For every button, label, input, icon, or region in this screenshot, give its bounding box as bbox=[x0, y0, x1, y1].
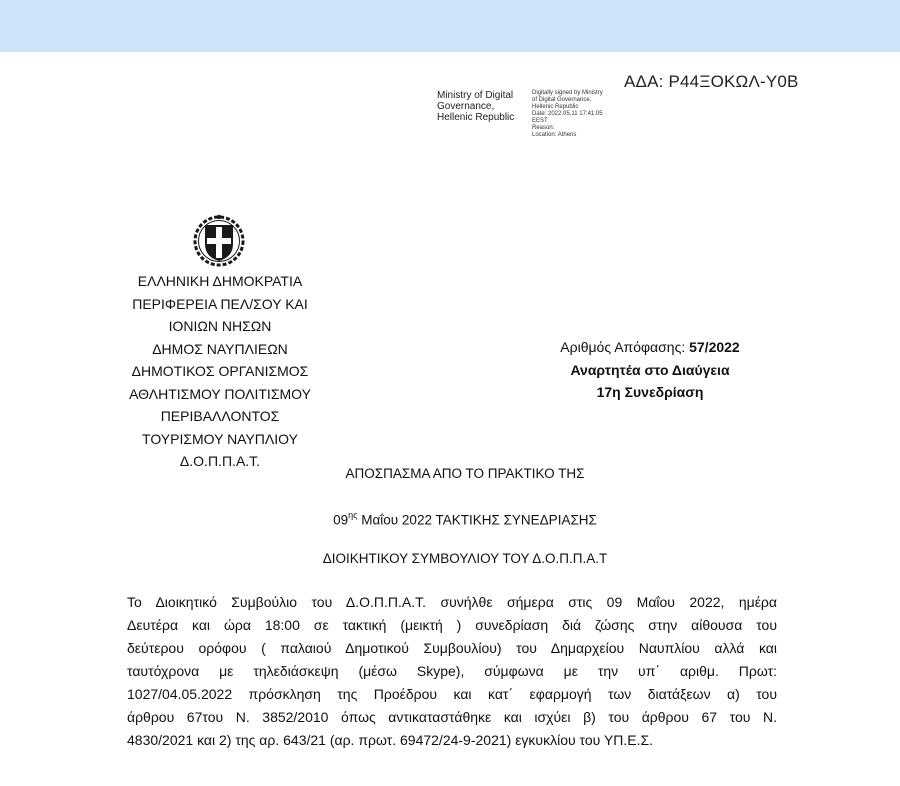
session-date-rest: Μαΐου 2022 ΤΑΚΤΙΚΗΣ ΣΥΝΕΔΡΙΑΣΗΣ bbox=[357, 512, 597, 528]
decision-info bbox=[520, 336, 780, 404]
decision-number-value: 57/2022 bbox=[689, 339, 740, 355]
body-line: δεύτερου ορόφου ( παλαιού Δημοτικού Συμβουλίου) του Δημαρχείου Ναυπλίου αλλά και bbox=[127, 640, 777, 656]
org-line: ΑΘΛΗΤΙΣΜΟΥ ΠΟΛΙΤΙΣΜΟΥ bbox=[129, 385, 311, 402]
signature-organization bbox=[437, 90, 529, 123]
body-line: ταυτόχρονα με τηλεδιάσκεψη (μέσω Skype), σύμφωνα με την υπ΄ αριθμ. Πρωτ: bbox=[127, 663, 777, 679]
org-line: ΠΕΡΙΦΕΡΕΙΑ ΠΕΛ/ΣΟΥ ΚΑΙ bbox=[132, 295, 308, 312]
signature-detail-line: EEST bbox=[532, 118, 548, 124]
signature-org-line: Hellenic Republic bbox=[437, 112, 515, 123]
issuing-organization bbox=[100, 270, 340, 473]
signature-org-line: Governance, bbox=[437, 101, 495, 112]
org-line: ΙΟΝΙΩΝ ΝΗΣΩΝ bbox=[168, 318, 272, 334]
session-day-suffix: ης bbox=[348, 510, 358, 520]
body-line: άρθρου 67του Ν. 3852/2010 όπως αντικαταστάθηκε και ισχύει β) του άρθρου 67 του Ν. bbox=[127, 709, 777, 725]
viewer-top-bar bbox=[0, 0, 900, 52]
org-line: ΔΗΜΟΣ ΝΑΥΠΛΙΕΩΝ bbox=[152, 340, 288, 357]
board-title: ΔΙΟΙΚΗΤΙΚΟΥ ΣΥΜΒΟΥΛΙΟΥ ΤΟΥ Δ.Ο.Π.Π.Α.Τ bbox=[322, 551, 608, 566]
decision-number-label: Αριθμός Απόφασης: bbox=[560, 339, 690, 355]
org-line: ΔΗΜΟΤΙΚΟΣ ΟΡΓΑΝΙΣΜΟΣ bbox=[131, 363, 309, 379]
decision-posting: Αναρτητέα στο Διαύγεια bbox=[570, 361, 730, 378]
decision-number bbox=[520, 336, 780, 359]
extract-title: ΑΠΟΣΠΑΣΜΑ ΑΠΟ ΤΟ ΠΡΑΚΤΙΚΟ ΤΗΣ bbox=[345, 466, 585, 481]
session-day: 09 bbox=[333, 512, 349, 528]
body-line: 1027/04.05.2022 πρόσκληση της Προέδρου και κατ΄ εφαρμογή των διατάξεων α) του bbox=[127, 686, 777, 702]
body-line: Δευτέρα και ώρα 18:00 σε τακτική (μεικτή ) συνεδρίαση διά ζώσης στην αίθουσα του bbox=[127, 617, 777, 633]
signature-detail-line: Date: 2022.05.11 17:41:05 bbox=[532, 111, 603, 117]
signature-detail-line: of Digital Governance, bbox=[532, 97, 592, 103]
session-date-title bbox=[200, 511, 730, 528]
signature-detail-line: Location: Athens bbox=[532, 132, 577, 138]
signature-detail-line: Reason: bbox=[532, 125, 555, 131]
body-line: Το Διοικητικό Συμβούλιο του Δ.Ο.Π.Π.Α.Τ. συνήλθε σήμερα στις 09 Μαΐου 2022, ημέρα bbox=[127, 594, 777, 610]
ada-code: ΑΔΑ: Ρ44ΞΟΚΩΛ-Υ0Β bbox=[624, 72, 799, 91]
org-line: ΠΕΡΙΒΑΛΛΟΝΤΟΣ bbox=[160, 408, 280, 424]
signature-detail-line: Digitally signed by Ministry bbox=[532, 90, 603, 96]
greek-coat-of-arms-icon bbox=[190, 211, 248, 269]
org-line: Δ.Ο.Π.Π.Α.Τ. bbox=[179, 453, 261, 469]
body-line: 4830/2021 και 2) της αρ. 643/21 (αρ. πρωτ. 69472/24-9-2021) εγκυκλίου του ΥΠ.Ε.Σ. bbox=[127, 732, 654, 748]
signature-details bbox=[532, 90, 632, 139]
org-line: ΕΛΛΗΝΙΚΗ ΔΗΜΟΚΡΑΤΙΑ bbox=[137, 273, 303, 289]
signature-org-line: Ministry of Digital bbox=[437, 90, 514, 101]
org-line: ΤΟΥΡΙΣΜΟΥ ΝΑΥΠΛΙΟΥ bbox=[142, 430, 298, 447]
decision-session: 17η Συνεδρίαση bbox=[596, 384, 704, 400]
body-paragraph bbox=[127, 591, 777, 752]
signature-detail-line: Hellenic Republic bbox=[532, 104, 579, 110]
